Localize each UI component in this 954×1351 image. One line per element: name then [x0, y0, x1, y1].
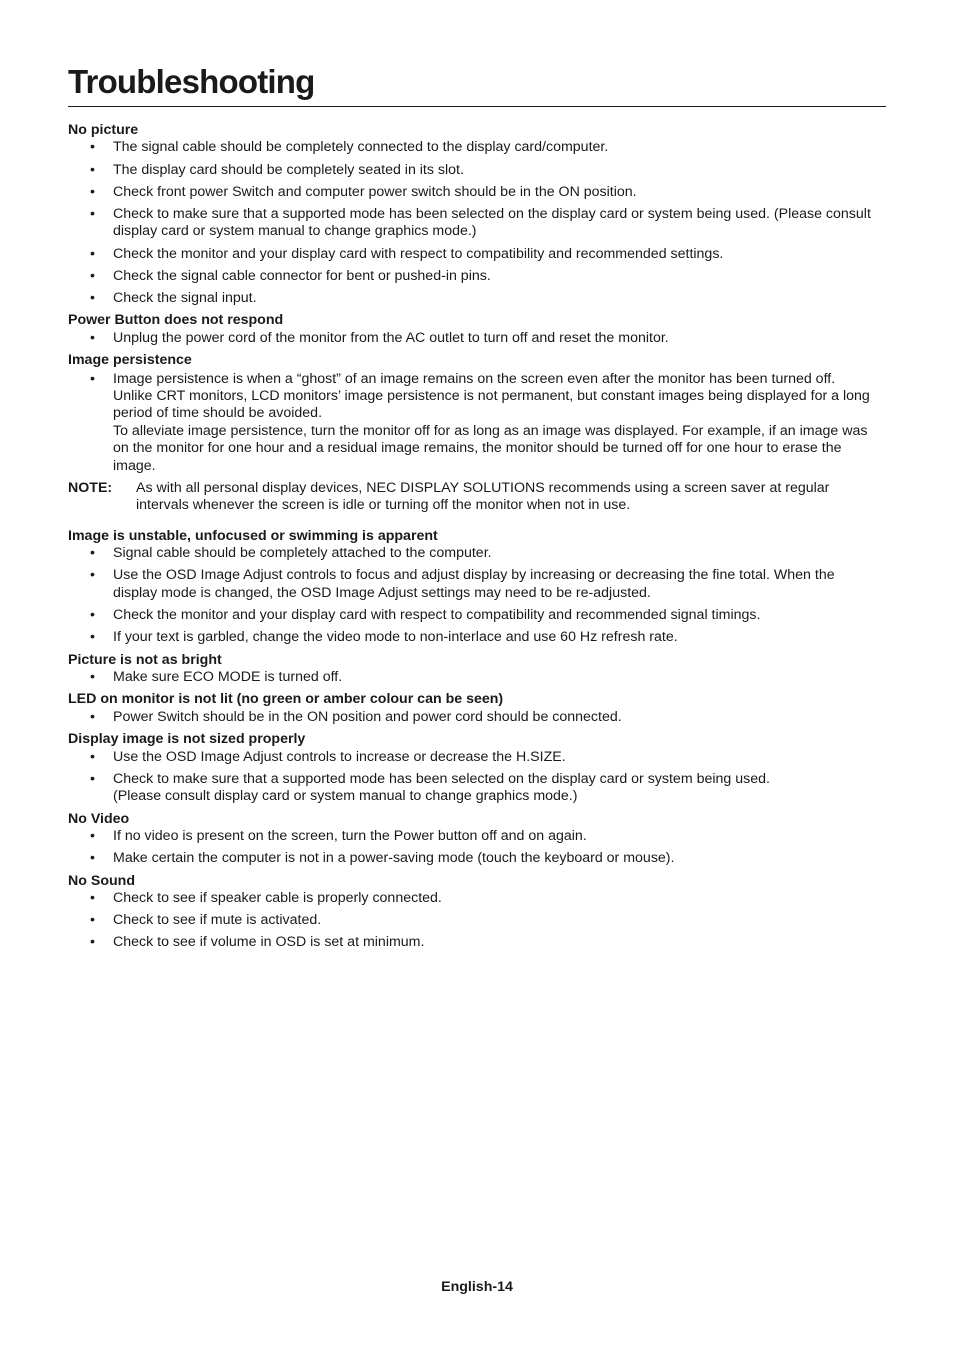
bullet-icon: • — [90, 267, 95, 284]
list-item — [68, 545, 878, 562]
bullet-icon: • — [90, 161, 95, 178]
item-text: Make certain the computer is not in a power-saving mode (touch the keyboard or mouse). — [113, 850, 675, 867]
list-item — [68, 669, 878, 686]
item-text: Check to see if mute is activated. — [113, 912, 322, 929]
item-text: Use the OSD Image Adjust controls to focus and adjust display by increasing or decreasing the fine total. When the display mode is changed, the OSD Image Adjust settings may need to be re-adjusted. — [113, 567, 835, 601]
section-heading: LED on monitor is not lit (no green or amber colour can be seen) — [68, 691, 504, 708]
list-item — [68, 629, 878, 646]
list-item — [68, 206, 878, 241]
section-picture-not-bright — [68, 652, 878, 687]
section-heading: Display image is not sized properly — [68, 731, 306, 748]
item-text: Check front power Switch and computer power switch should be in the ON position. — [113, 183, 637, 200]
page-number: English-14 — [441, 1279, 513, 1295]
item-text: The display card should be completely seated in its slot. — [113, 161, 464, 178]
list-item — [68, 330, 878, 347]
list-item — [68, 709, 878, 726]
item-text: Check the signal cable connector for bent or pushed-in pins. — [113, 267, 491, 284]
item-text: Make sure ECO MODE is turned off. — [113, 668, 343, 685]
bullet-icon: • — [90, 912, 95, 929]
list-item — [68, 749, 878, 766]
item-text: Power Switch should be in the ON position and power cord should be connected. — [113, 708, 622, 725]
bullet-icon: • — [90, 606, 95, 623]
list-item — [68, 371, 878, 475]
list-item — [68, 246, 878, 263]
list-item — [68, 268, 878, 285]
section-led-not-lit — [68, 691, 878, 726]
section-heading: Image is unstable, unfocused or swimming is apparent — [68, 527, 438, 544]
bullet-list — [68, 545, 878, 646]
page-title: Troubleshooting — [68, 63, 315, 100]
note-label: NOTE: — [68, 479, 113, 496]
bullet-icon: • — [90, 245, 95, 262]
bullet-list — [68, 749, 878, 806]
section-image-persistence — [68, 352, 878, 514]
section-image-not-sized — [68, 731, 878, 805]
list-item — [68, 771, 878, 806]
bullet-icon: • — [90, 290, 95, 307]
item-text: Check to make sure that a supported mode has been selected on the display card or system being used. — [113, 770, 770, 787]
item-text: Check the monitor and your display card with respect to compatibility and recommended settings. — [113, 245, 724, 262]
section-heading: No Sound — [68, 872, 135, 889]
bullet-icon: • — [90, 545, 95, 562]
item-text: Unplug the power cord of the monitor from the AC outlet to turn off and reset the monitor. — [113, 329, 669, 346]
item-text: Check to make sure that a supported mode has been selected on the display card or system being used. (Please consult display card or system manual to change graphics mode.) — [113, 206, 871, 240]
item-paragraph: To alleviate image persistence, turn the monitor off for as long as an image was displayed. For example, if an image was on the monitor for one hour and a residual image remains, the monitor should be turned off for one hour to erase the image. — [113, 422, 868, 474]
bullet-icon: • — [90, 629, 95, 646]
bullet-list — [68, 828, 878, 868]
bullet-icon: • — [90, 139, 95, 156]
item-text: Check the signal input. — [113, 290, 257, 307]
bullet-list — [68, 890, 878, 952]
bullet-icon: • — [90, 329, 95, 346]
bullet-icon: • — [90, 206, 95, 223]
section-heading: No Video — [68, 810, 130, 827]
bullet-icon: • — [90, 748, 95, 765]
list-item — [68, 290, 878, 307]
bullet-list — [68, 709, 878, 726]
list-item — [68, 607, 878, 624]
list-item — [68, 139, 878, 156]
bullet-icon: • — [90, 934, 95, 951]
item-text: Signal cable should be completely attached to the computer. — [113, 545, 492, 562]
bullet-icon: • — [90, 850, 95, 867]
section-power-button — [68, 312, 878, 347]
section-heading: No picture — [68, 122, 139, 138]
bullet-icon: • — [90, 370, 95, 387]
section-no-picture — [68, 122, 878, 307]
item-text: Check to see if volume in OSD is set at minimum. — [113, 934, 425, 951]
title-divider — [68, 106, 886, 107]
item-text: If your text is garbled, change the video mode to non-interlace and use 60 Hz refresh rate. — [113, 629, 678, 646]
section-image-unstable — [68, 528, 878, 647]
bullet-icon: • — [90, 183, 95, 200]
section-heading: Picture is not as bright — [68, 651, 222, 668]
list-item — [68, 890, 878, 907]
bullet-list — [68, 139, 878, 307]
section-no-sound — [68, 873, 878, 952]
section-heading: Power Button does not respond — [68, 312, 284, 329]
bullet-icon: • — [90, 567, 95, 584]
bullet-list — [68, 371, 878, 475]
list-item — [68, 912, 878, 929]
bullet-icon: • — [90, 668, 95, 685]
item-text-continued: (Please consult display card or system manual to change graphics mode.) — [113, 788, 578, 805]
bullet-icon: • — [90, 890, 95, 906]
troubleshooting-content — [68, 122, 878, 957]
list-item — [68, 934, 878, 951]
bullet-icon: • — [90, 827, 95, 844]
item-text: The signal cable should be completely connected to the display card/computer. — [113, 139, 609, 156]
item-paragraph: Image persistence is when a “ghost” of an image remains on the screen even after the monitor has been turned off. Unlike CRT monitors, LCD monitors’ image persistence is not permanent, but constant images being displayed for a long period of time should be avoided. — [113, 370, 870, 422]
list-item — [68, 567, 878, 602]
item-text: Check to see if speaker cable is properly connected. — [113, 890, 442, 906]
bullet-icon: • — [90, 708, 95, 725]
bullet-list — [68, 669, 878, 686]
list-item — [68, 828, 878, 845]
item-text: Use the OSD Image Adjust controls to increase or decrease the H.SIZE. — [113, 748, 566, 765]
note — [68, 480, 878, 515]
list-item — [68, 850, 878, 867]
list-item — [68, 184, 878, 201]
item-text: If no video is present on the screen, turn the Power button off and on again. — [113, 827, 587, 844]
section-no-video — [68, 811, 878, 868]
note-text: As with all personal display devices, NEC DISPLAY SOLUTIONS recommends using a screen saver at regular intervals whenever the screen is idle or turning off the monitor when not in use. — [136, 479, 830, 514]
bullet-list — [68, 330, 878, 347]
list-item — [68, 162, 878, 179]
item-text: Check the monitor and your display card with respect to compatibility and recommended signal timings. — [113, 606, 761, 623]
section-heading: Image persistence — [68, 352, 192, 369]
bullet-icon: • — [90, 770, 95, 787]
